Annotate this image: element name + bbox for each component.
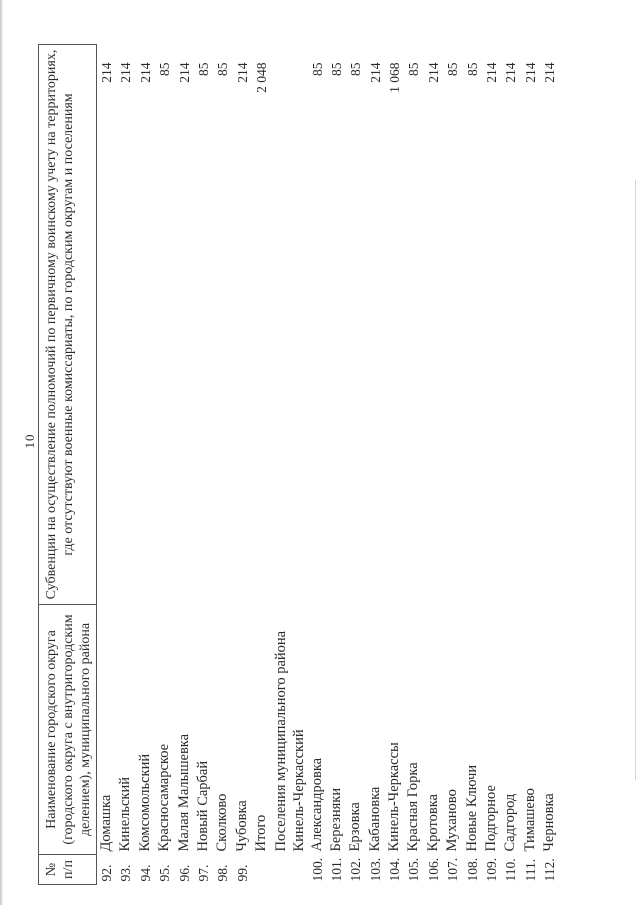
- row-name: Красносамарское: [156, 743, 173, 852]
- row-value: 2 048: [254, 62, 270, 93]
- row-value: 214: [542, 62, 558, 83]
- page-number: 10: [22, 433, 37, 449]
- row-name: Садгород: [502, 793, 519, 852]
- row-value: 85: [445, 62, 461, 76]
- row-value: 214: [234, 62, 250, 83]
- table-row: [272, 45, 308, 885]
- row-value: 214: [99, 62, 114, 83]
- header-num: № п/п: [39, 855, 97, 885]
- row-value: 214: [176, 62, 192, 83]
- header-value: Субвенции на осуществление полномочий по первичному воинскому учету на территориях, где отсутствуют военные комиссариаты, по городским округам и поселениям: [39, 45, 97, 605]
- row-name: Поселения муниципального района Кинель-Черкасский: [272, 630, 307, 852]
- header-name: Наименование городского округа (городского округа с внутригородским делением), муниципального района: [39, 605, 97, 855]
- row-num: 97.: [195, 864, 211, 882]
- row-name: Подгорное: [483, 785, 500, 852]
- table-row: [175, 45, 194, 885]
- row-name: Комсомольский: [136, 753, 153, 852]
- row-value: 85: [215, 62, 231, 76]
- row-num: 109.: [484, 857, 500, 882]
- table-row: [482, 45, 501, 885]
- table-row: [385, 45, 404, 885]
- row-name: Чубовка: [233, 800, 250, 852]
- table-row: [521, 45, 540, 885]
- table-row: [308, 45, 327, 885]
- row-value: 214: [137, 62, 153, 83]
- table-header-row: [39, 45, 97, 885]
- row-value: 214: [503, 62, 519, 83]
- row-value: 85: [464, 62, 480, 76]
- row-name: Мухановo: [444, 789, 461, 852]
- row-name: Тимашево: [521, 788, 538, 852]
- row-num: 93.: [118, 864, 134, 882]
- row-name: Новые Ключи: [463, 764, 480, 852]
- row-value: 85: [309, 62, 325, 76]
- row-value: 214: [425, 62, 441, 83]
- table-row: [136, 45, 155, 885]
- row-value: 85: [348, 62, 364, 76]
- table-row: [463, 45, 482, 885]
- subsidy-table: [38, 44, 560, 885]
- table-row: [233, 45, 252, 885]
- table-row: [540, 45, 559, 885]
- row-name: Новый Сарбай: [194, 760, 211, 852]
- row-num: 101.: [328, 857, 344, 882]
- row-name: Итого: [253, 814, 270, 852]
- row-value: 85: [328, 62, 344, 76]
- row-name: Домашка: [98, 794, 114, 852]
- row-num: 112.: [542, 858, 558, 882]
- row-num: 95.: [157, 864, 173, 882]
- row-num: 106.: [425, 857, 441, 882]
- row-name: Кротовка: [424, 794, 441, 852]
- row-num: 108.: [464, 857, 480, 882]
- row-value: 1 068: [387, 62, 403, 93]
- table-row: [443, 45, 462, 885]
- row-name: Кинельский: [117, 777, 134, 852]
- table-row: [252, 45, 271, 885]
- row-num: 111.: [522, 858, 538, 882]
- row-value: 85: [157, 62, 173, 76]
- row-value: 85: [406, 62, 422, 76]
- row-name: Кинель-Черкассы: [386, 742, 403, 852]
- row-num: 107.: [445, 857, 461, 882]
- table-row: [213, 45, 232, 885]
- row-name: Сколково: [214, 793, 231, 852]
- row-name: Александровка: [308, 757, 325, 852]
- row-num: [252, 855, 271, 885]
- table-row: [327, 45, 346, 885]
- table-row: [501, 45, 520, 885]
- table-row: [97, 45, 117, 885]
- row-num: 104.: [387, 857, 403, 882]
- row-name: Красная Горка: [405, 762, 422, 852]
- table-row: [404, 45, 423, 885]
- row-num: 99.: [234, 864, 250, 882]
- table-row: [366, 45, 385, 885]
- row-num: 110.: [503, 858, 519, 882]
- row-num: 103.: [367, 857, 383, 882]
- row-num: 92.: [99, 864, 114, 882]
- table-row: [346, 45, 365, 885]
- row-num: 94.: [137, 864, 153, 882]
- row-num: 96.: [176, 864, 192, 882]
- row-name: Кабановка: [366, 786, 383, 852]
- table-row: [155, 45, 174, 885]
- row-num: 105.: [406, 857, 422, 882]
- row-num: [272, 855, 308, 885]
- row-name: Березняки: [327, 787, 344, 852]
- row-num: 102.: [348, 857, 364, 882]
- table-row: [116, 45, 135, 885]
- row-name: Черновка: [541, 793, 558, 852]
- row-name: Ерзовка: [347, 802, 364, 852]
- row-name: Малая Малышевка: [175, 733, 192, 852]
- row-value: 214: [484, 62, 500, 83]
- row-value: [272, 45, 308, 605]
- row-value: 214: [118, 62, 134, 83]
- table-row: [424, 45, 443, 885]
- row-num: 100.: [309, 857, 325, 882]
- row-value: 85: [195, 62, 211, 76]
- row-num: 98.: [215, 864, 231, 882]
- row-value: 214: [522, 62, 538, 83]
- table-row: [194, 45, 213, 885]
- row-value: 214: [367, 62, 383, 83]
